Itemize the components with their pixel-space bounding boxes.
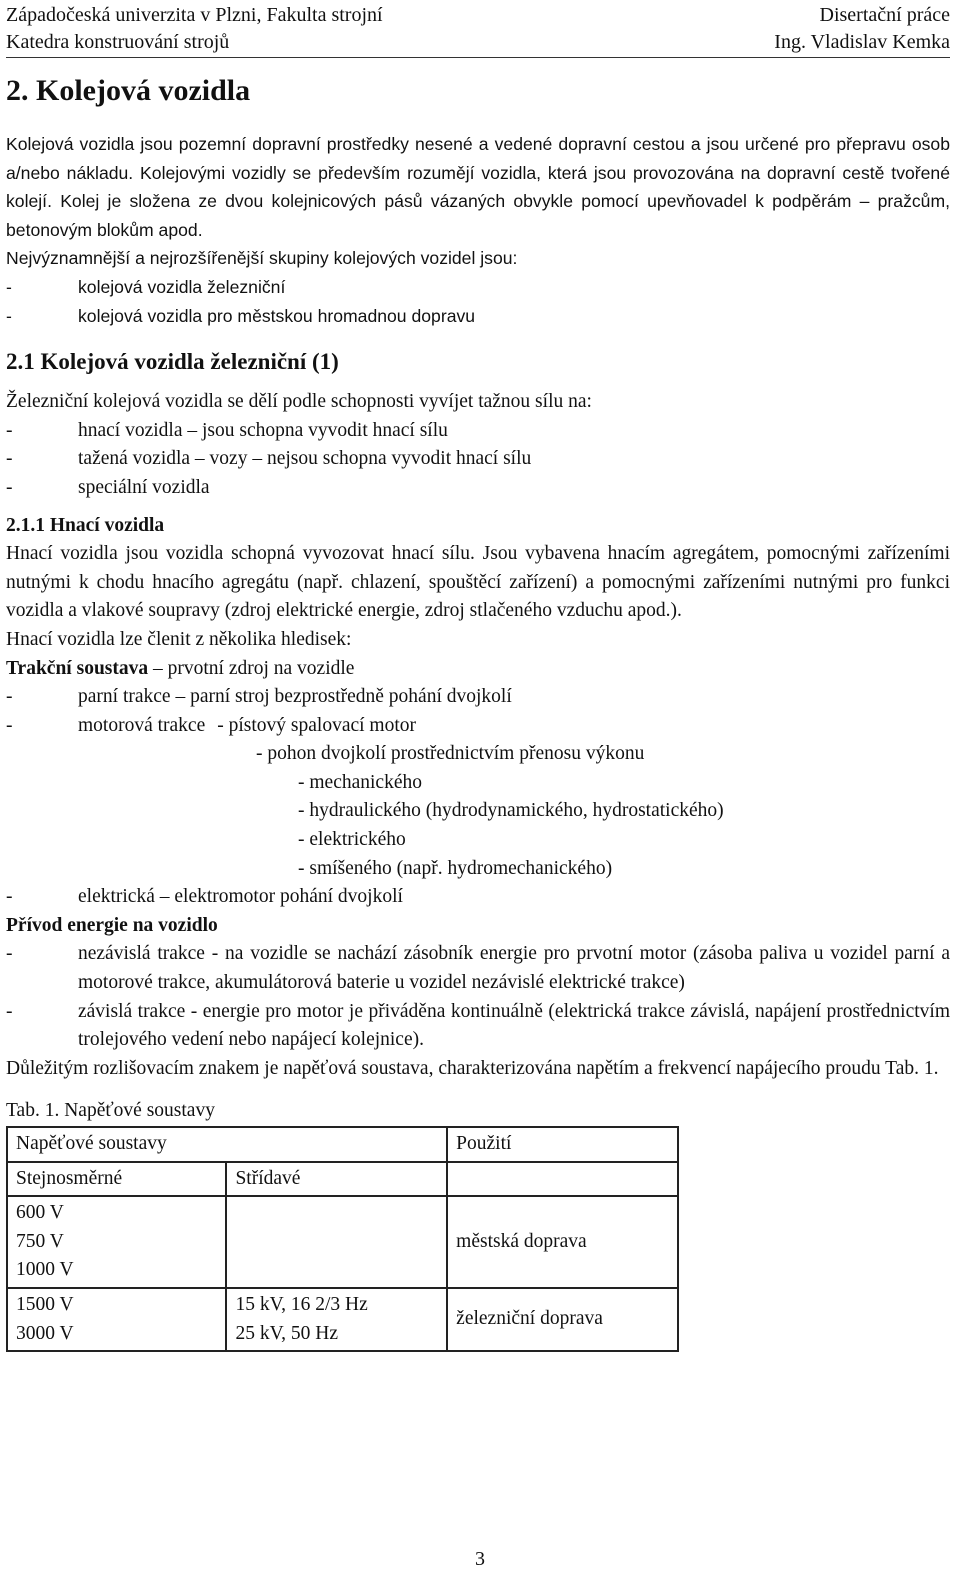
table-cell: Použití xyxy=(447,1127,678,1162)
list-item: - hnací vozidla – jsou schopna vyvodit hnací sílu xyxy=(6,419,448,441)
table-caption: Tab. 1. Napěťové soustavy xyxy=(6,1100,215,1122)
table-row xyxy=(7,1288,678,1351)
section-title-2-1: 2.1 Kolejová vozidla železniční (1) xyxy=(6,349,339,375)
header-doc-type: Disertační práce xyxy=(819,4,950,26)
header-row-2 xyxy=(6,29,950,58)
page-number: 3 xyxy=(475,1548,485,1570)
list-item: - nezávislá trakce - na vozidle se nachází zásobník energie pro prvotní motor (zásoba paliva u vozidel parní a motorové trakce, akumulátorová baterie u vozidel nezávislé elektrické trakce) xyxy=(6,943,950,994)
header-row-1 xyxy=(6,2,950,29)
table-cell: 15 kV, 16 2/3 Hz 25 kV, 50 Hz xyxy=(226,1288,447,1351)
table-cell: železniční doprava xyxy=(447,1288,678,1351)
header-department: Katedra konstruování strojů xyxy=(6,31,230,53)
voltage-paragraph: Důležitým rozlišovacím znakem je napěťová soustava, charakterizována napětím a frekvencí napájecího proudu Tab. 1. xyxy=(6,1057,939,1079)
list-item: - kolejová vozidla pro městskou hromadnou dopravu xyxy=(6,305,476,326)
list-subitem: - mechanického xyxy=(298,771,422,793)
intro-groups-lead: Nejvýznamnější a nejrozšířenější skupiny kolejových vozidel jsou: xyxy=(6,248,518,269)
table-cell: 600 V 750 V 1000 V xyxy=(7,1196,226,1288)
list-item: - speciální vozidla xyxy=(6,476,210,498)
list-item: - závislá trakce - energie pro motor je přiváděna kontinuálně (elektrická trakce závislá, napájení prostřednictvím trolejového vedení nebo napájecí kolejnice). xyxy=(6,1000,950,1051)
chapter-title: 2. Kolejová vozidla xyxy=(6,74,251,107)
table-cell xyxy=(226,1196,447,1288)
table-cell: městská doprava xyxy=(447,1196,678,1288)
table-cell: Napěťové soustavy xyxy=(7,1127,447,1162)
list-item: - kolejová vozidla železniční xyxy=(6,276,286,297)
classification-lead: Hnací vozidla lze členit z několika hledisek: xyxy=(6,628,352,650)
table-cell: Střídavé xyxy=(226,1162,447,1197)
list-item: - tažená vozidla – vozy – nejsou schopna vyvodit hnací sílu xyxy=(6,448,532,470)
table-row xyxy=(7,1127,678,1162)
section-title-2-1-1: 2.1.1 Hnací vozidla xyxy=(6,514,165,536)
table-cell: 1500 V 3000 V xyxy=(7,1288,226,1351)
intro-paragraph: Kolejová vozidla jsou pozemní dopravní prostředky nesené a vedené dopravní cestou a jsou určené pro přepravu osob a/nebo nákladu. Kolejovými vozidly se především rozumějí vozidla, která jsou provozována na dopravní cestě tvořené kolejí. Kolej je složena ze dvou kolejnicových pásů vázaných obvykle pomocí upevňovadel k podpěrám – pražcům, betonovým blokům apod. xyxy=(6,134,950,240)
energy-supply-heading: Přívod energie na vozidlo xyxy=(6,914,218,936)
list-item: - motorová trakce - pístový spalovací motor xyxy=(6,714,417,736)
drive-vehicles-paragraph: Hnací vozidla jsou vozidla schopná vyvozovat hnací sílu. Jsou vybavena hnacím agregátem, pomocnými zařízeními nutnými k chodu hnacího agregátu (např. chlazení, spouštěcí zařízení) a pomocnými zařízeními nutnými pro funkci vozidla a vlakové soupravy (zdroj elektrické energie, zdroj stlačeného vzduchu apod.). xyxy=(6,543,950,622)
list-item: - elektrická – elektromotor pohání dvojkolí xyxy=(6,886,403,908)
header-university: Západočeská univerzita v Plzni, Fakulta strojní xyxy=(6,4,383,26)
table-row xyxy=(7,1162,678,1197)
list-subitem: - pohon dvojkolí prostřednictvím přenosu výkonu xyxy=(256,743,645,765)
list-subitem: - smíšeného (např. hydromechanického) xyxy=(298,857,613,879)
list-subitem: - hydraulického (hydrodynamického, hydrostatického) xyxy=(298,800,724,822)
header-author: Ing. Vladislav Kemka xyxy=(774,31,950,53)
section-2-1-lead: Železniční kolejová vozidla se dělí podle schopnosti vyvíjet tažnou sílu na: xyxy=(6,391,592,413)
table-row xyxy=(7,1196,678,1288)
traction-system-label: Trakční soustava xyxy=(6,657,149,679)
list-item: - parní trakce – parní stroj bezprostředně pohání dvojkolí xyxy=(6,686,512,708)
traction-system-heading: Trakční soustava – prvotní zdroj na vozidle xyxy=(6,657,355,679)
document-page xyxy=(6,0,950,1352)
list-subitem: - elektrického xyxy=(298,829,406,851)
voltage-systems-table xyxy=(6,1126,679,1352)
table-cell xyxy=(447,1162,678,1197)
table-cell: Stejnosměrné xyxy=(7,1162,226,1197)
